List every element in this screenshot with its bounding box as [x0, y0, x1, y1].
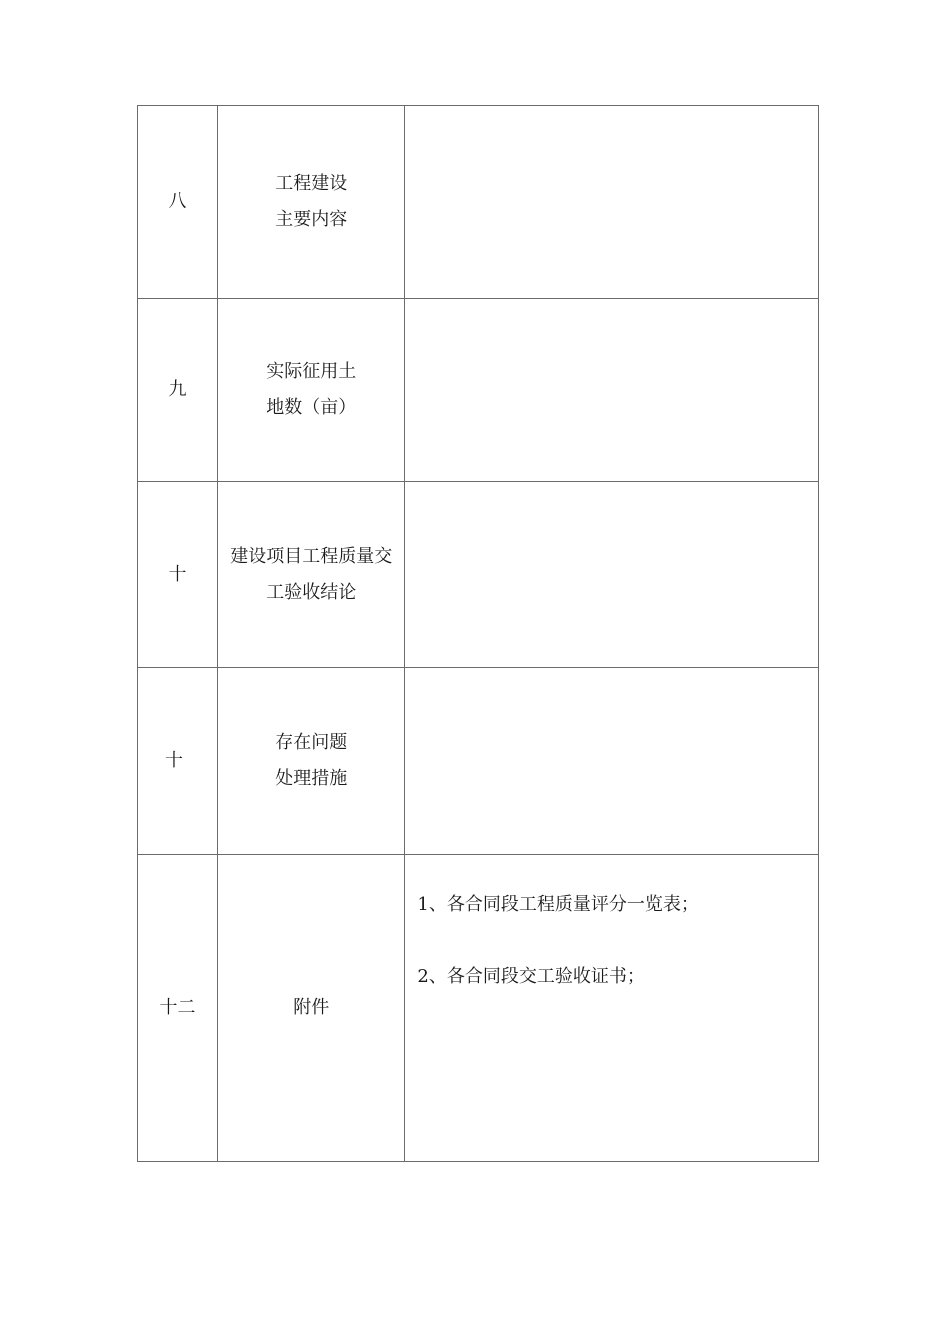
row-label-line: 地数（亩）: [266, 397, 357, 418]
row-label-line: 处理措施: [275, 768, 348, 789]
table-row: [138, 855, 819, 1162]
table-row: [138, 106, 819, 299]
row-label-line: 工程建设: [275, 173, 348, 194]
attachment-item: 2、各合同段交工验收证书；: [417, 966, 645, 987]
row-content-cell[interactable]: [405, 482, 819, 668]
row-label: [218, 106, 405, 299]
row-content-cell[interactable]: [405, 106, 819, 299]
row-label: [218, 668, 405, 855]
table-row: [138, 482, 819, 668]
row-content-cell[interactable]: [405, 299, 819, 482]
acceptance-form-table: [137, 105, 819, 1162]
table-row: [138, 668, 819, 855]
attachment-item: 1、各合同段工程质量评分一览表；: [417, 894, 699, 915]
row-label: [218, 299, 405, 482]
row-number: 九: [138, 299, 218, 482]
row-number: 十: [138, 668, 218, 855]
row-number: 八: [138, 106, 218, 299]
table-row: [138, 299, 819, 482]
row-label-line: 主要内容: [275, 209, 348, 230]
row-label: [218, 482, 405, 668]
row-content-cell[interactable]: [405, 668, 819, 855]
row-label-line: 存在问题: [275, 732, 348, 753]
row-label: [218, 855, 405, 1162]
row-label-line: 附件: [293, 997, 330, 1018]
row-number: 十二: [138, 855, 218, 1162]
row-label-line: 工验收结论: [266, 581, 357, 603]
row-number: 十: [138, 482, 218, 668]
row-label-line: 实际征用土: [266, 361, 357, 382]
row-label-line: 建设项目工程质量交: [230, 545, 393, 567]
attachments-cell[interactable]: [405, 855, 819, 1162]
